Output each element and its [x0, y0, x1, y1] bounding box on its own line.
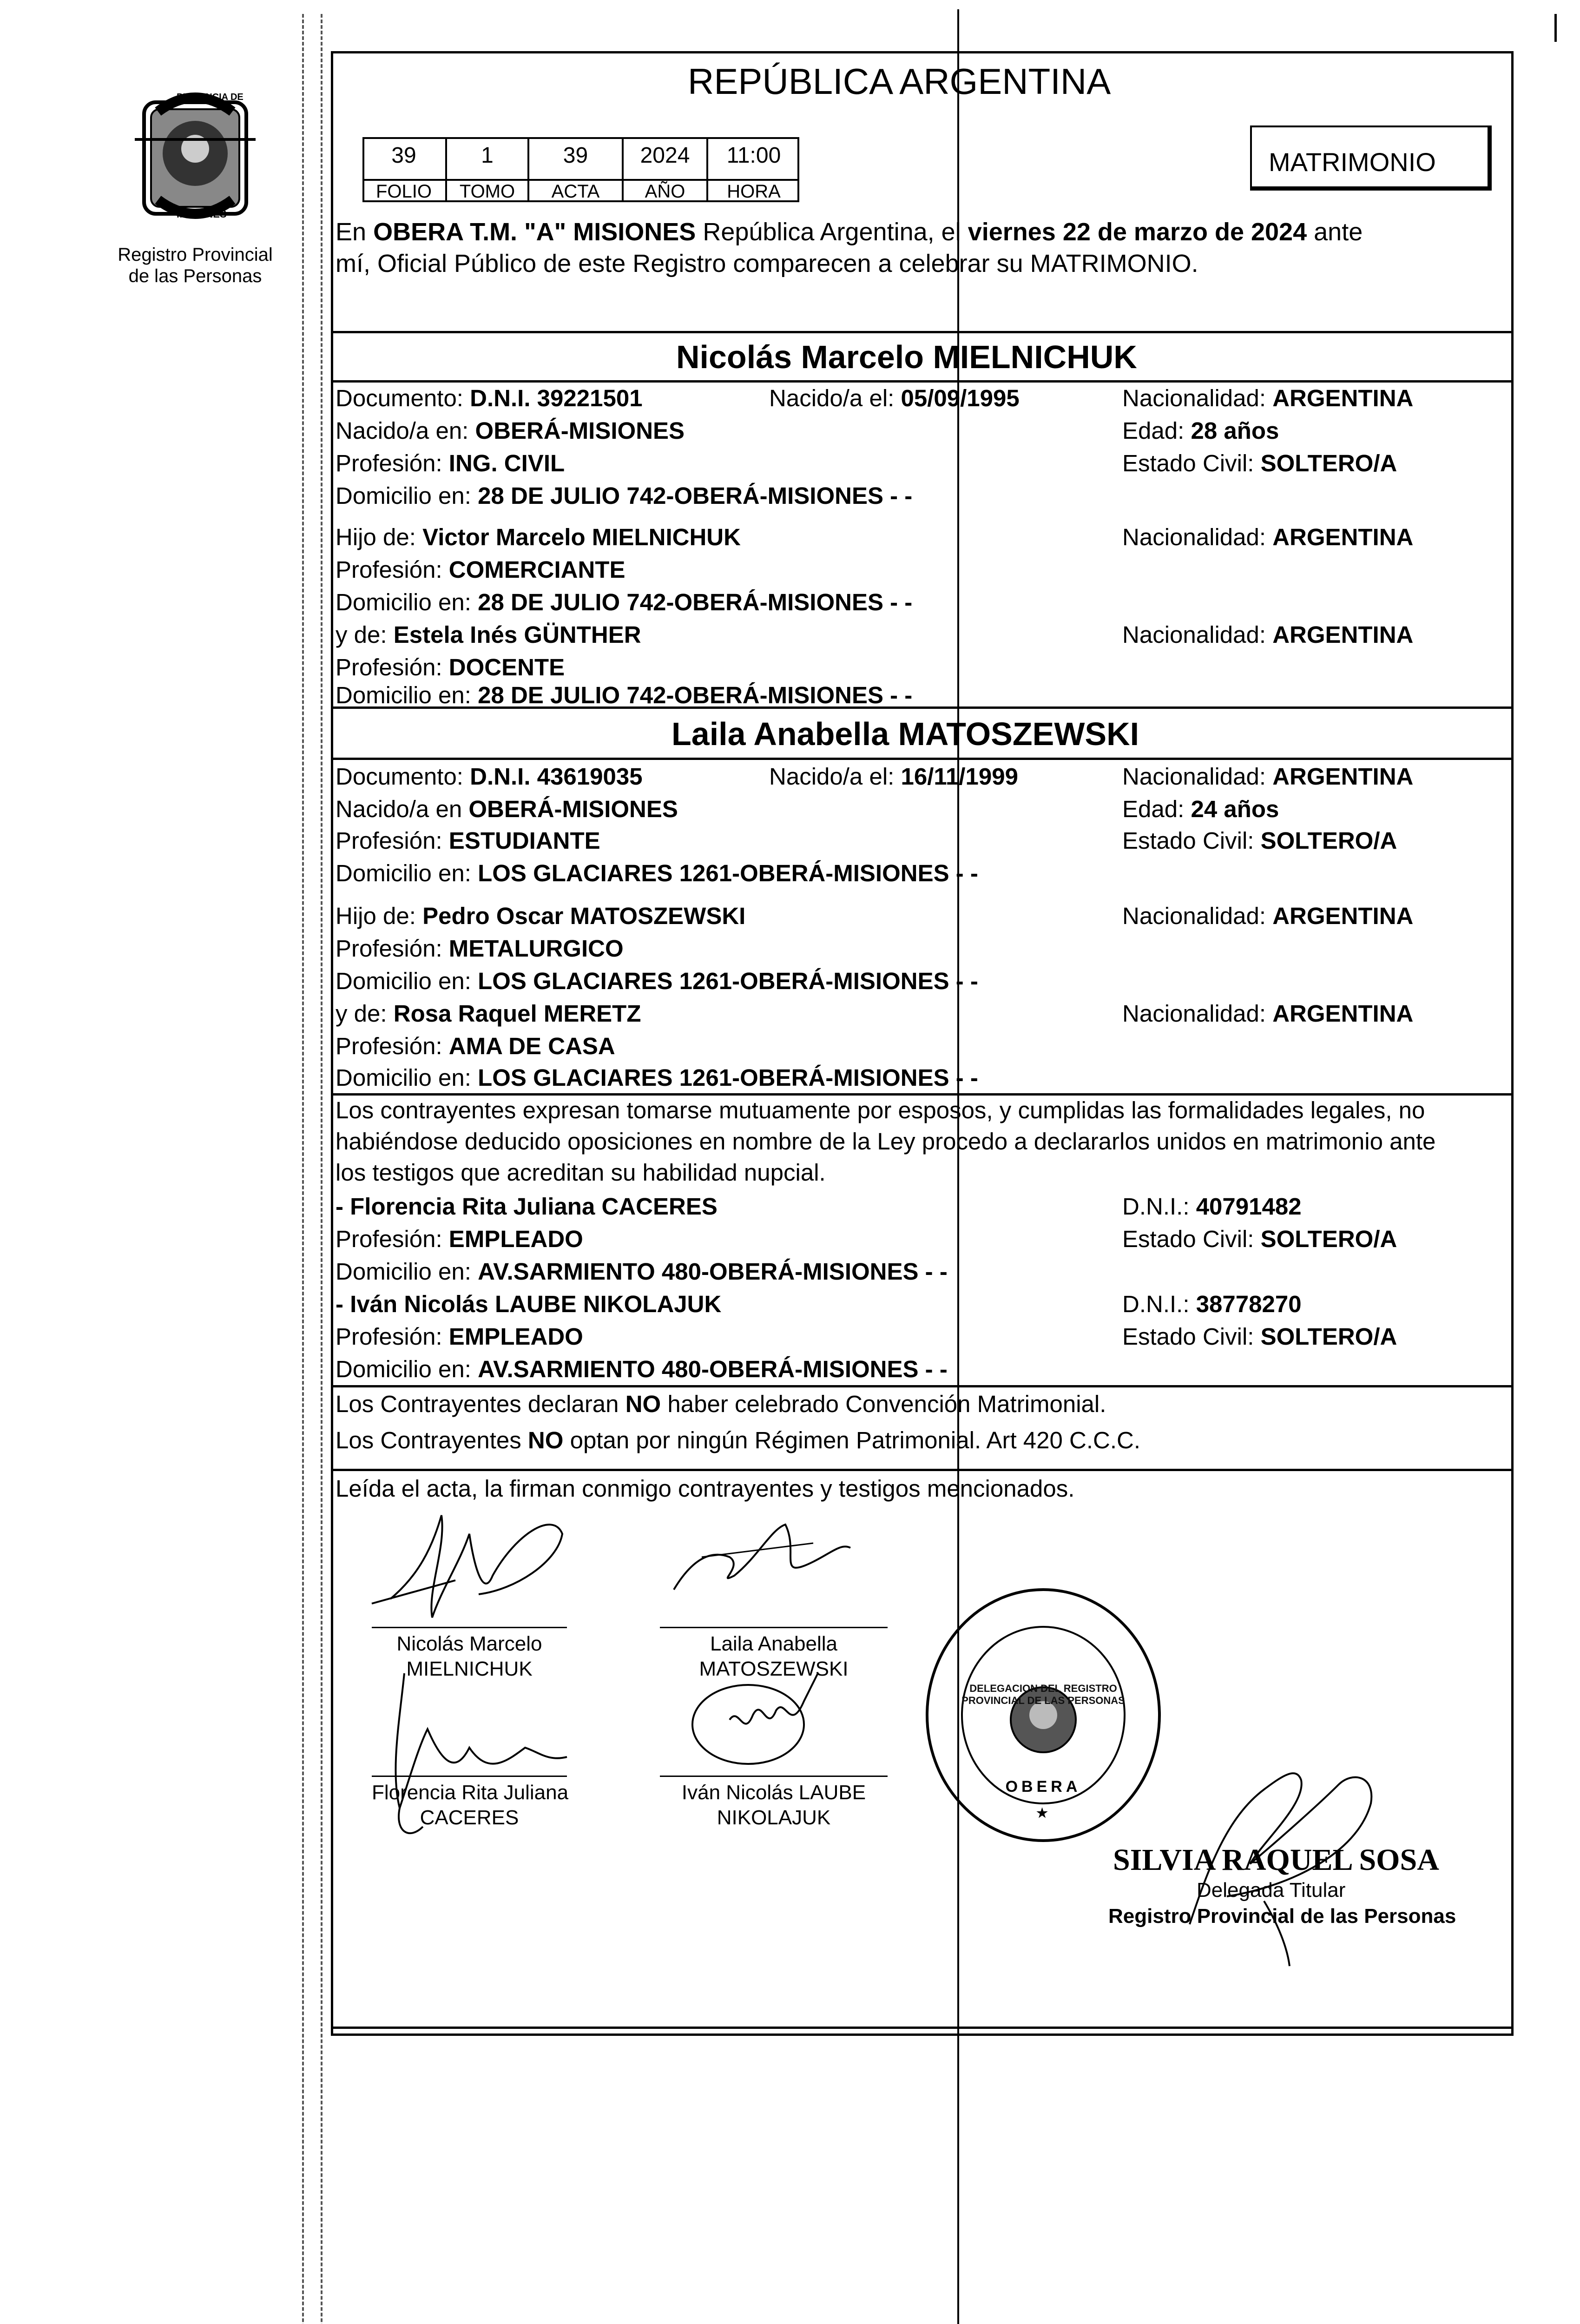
label: Profesión:	[336, 654, 449, 680]
spouse2-age	[1122, 795, 1279, 824]
label: Profesión:	[336, 556, 449, 583]
label: Domicilio en:	[336, 968, 478, 994]
spouse2-mother-address	[336, 1063, 978, 1092]
acta-label: ACTA	[551, 181, 600, 202]
sig4-line2: NIKOLAJUK	[717, 1806, 831, 1829]
record-type: MATRIMONIO	[1269, 147, 1436, 177]
value: 24 años	[1191, 796, 1279, 822]
spouse1-father	[336, 523, 741, 552]
value: ARGENTINA	[1272, 1000, 1414, 1027]
intro-line1	[336, 218, 1363, 246]
witness1-civil-status	[1122, 1225, 1397, 1254]
stamp-bottom-text: OBERA	[1005, 1778, 1081, 1796]
spouse2-profession	[336, 826, 600, 855]
label: Domicilio en:	[336, 1258, 478, 1285]
label: Nacionalidad:	[1122, 621, 1273, 648]
label: Hijo de:	[336, 524, 423, 550]
record-table-divider	[362, 179, 799, 181]
text: haber celebrado Convención Matrimonial.	[661, 1391, 1106, 1417]
seal-text-bottom: MISIONES	[177, 208, 227, 220]
registry-name-line1: Registro Provincial	[118, 244, 273, 265]
label: Estado Civil:	[1122, 1226, 1261, 1252]
spouse1-age-value: 28 años	[1191, 417, 1279, 444]
spouse2-nat: ARGENTINA	[1272, 763, 1414, 790]
signature-line	[660, 1776, 888, 1777]
declaration-line3: los testigos que acreditan su habilidad nupcial.	[336, 1159, 826, 1186]
label: Profesión:	[336, 450, 449, 476]
intro-text-b: República Argentina, el	[696, 218, 968, 246]
spouse2-nationality	[1122, 762, 1413, 791]
convention-line1	[336, 1390, 1106, 1419]
label: D.N.I.:	[1122, 1291, 1196, 1317]
spouse1-born: 05/09/1995	[901, 385, 1020, 411]
spouse1-father-profession	[336, 555, 625, 584]
intro-line2: mí, Oficial Público de este Registro comparecen a celebrar su MATRIMONIO.	[336, 250, 1198, 277]
spouse2-mother-profession	[336, 1032, 615, 1061]
spouse2-mother-nationality	[1122, 999, 1413, 1028]
sig-name-witness2	[660, 1780, 888, 1830]
spouse1-address	[336, 482, 912, 510]
signature-spouse2	[660, 1506, 864, 1636]
spouse1-father-address	[336, 588, 912, 617]
label: Domicilio en:	[336, 1356, 478, 1382]
value: SOLTERO/A	[1260, 1226, 1397, 1252]
tomo-label: TOMO	[459, 181, 515, 202]
label: Profesión:	[336, 1323, 449, 1350]
value: Pedro Oscar MATOSZEWSKI	[422, 903, 746, 929]
registry-name	[107, 244, 283, 287]
witness2-profession	[336, 1322, 583, 1351]
label: D.N.I.:	[1122, 1193, 1196, 1220]
label: Edad:	[1122, 417, 1191, 444]
spouse2-father-nationality	[1122, 902, 1413, 931]
witness2-dni	[1122, 1290, 1302, 1319]
declaration-line2: habiéndose deducido oposiciones en nombre de la Ley procedo a declararlos unidos en matrimonio ante	[336, 1128, 1436, 1155]
official-name: SILVIA RAQUEL SOSA	[1113, 1843, 1439, 1877]
value: LOS GLACIARES 1261-OBERÁ-MISIONES - -	[478, 860, 978, 886]
label: y de:	[336, 621, 394, 648]
spouse1-civil-value: SOLTERO/A	[1260, 450, 1397, 476]
spouse2-mother	[336, 999, 641, 1028]
label: Nacido/a el:	[769, 763, 901, 790]
anio-value: 2024	[640, 143, 690, 168]
spouse1-birthplace	[336, 416, 685, 445]
section-divider	[331, 1469, 1514, 1471]
spouse2-address	[336, 859, 978, 888]
official-stamp	[922, 1585, 1164, 1845]
spouse2-father-profession	[336, 934, 624, 963]
value: ESTUDIANTE	[448, 827, 600, 854]
spouse1-addr-value: 28 DE JULIO 742-OBERÁ-MISIONES - -	[478, 482, 913, 509]
registry-logo	[125, 84, 265, 237]
label: Nacido/a en:	[336, 417, 475, 444]
label: Nacionalidad:	[1122, 1000, 1273, 1027]
value: OBERÁ-MISIONES	[468, 796, 678, 822]
label: Documento:	[336, 763, 470, 790]
svg-text:★: ★	[1036, 1806, 1048, 1820]
page-edge-mark	[1554, 14, 1557, 42]
value: AV.SARMIENTO 480-OBERÁ-MISIONES - -	[478, 1356, 948, 1382]
convention-line2	[336, 1426, 1140, 1455]
signature-spouse1	[362, 1506, 576, 1636]
label: Hijo de:	[336, 903, 423, 929]
sig1-line1: Nicolás Marcelo	[396, 1632, 542, 1655]
value: EMPLEADO	[448, 1323, 583, 1350]
label: Profesión:	[336, 1226, 449, 1252]
value: ARGENTINA	[1272, 621, 1414, 648]
spouse2-father	[336, 902, 745, 931]
hora-value: 11:00	[726, 143, 781, 168]
official-org	[1108, 1904, 1456, 1929]
witness2-civil-status	[1122, 1322, 1397, 1351]
value: ARGENTINA	[1272, 903, 1414, 929]
witness1-profession	[336, 1225, 583, 1254]
tomo-value: 1	[481, 143, 494, 168]
spouse1-mother-profession	[336, 653, 565, 682]
value: Estela Inés GÜNTHER	[393, 621, 641, 648]
value: 28 DE JULIO 742-OBERÁ-MISIONES - -	[478, 682, 913, 708]
folio-value: 39	[391, 143, 416, 168]
sig-name-spouse1	[372, 1631, 567, 1682]
binding-margin-line	[302, 14, 304, 2324]
spouse1-mother-nationality	[1122, 621, 1413, 649]
text: Los Contrayentes declaran	[336, 1391, 625, 1417]
intro-place: OBERA T.M. "A" MISIONES	[373, 218, 696, 246]
spouse2-dni: D.N.I. 43619035	[470, 763, 643, 790]
value: SOLTERO/A	[1260, 1323, 1397, 1350]
registry-name-line2: de las Personas	[128, 266, 262, 286]
label: Profesión:	[336, 827, 449, 854]
folio-label: FOLIO	[375, 181, 432, 202]
value: 40791482	[1196, 1193, 1302, 1220]
sig2-line1: Laila Anabella	[710, 1632, 837, 1655]
value: SOLTERO/A	[1260, 827, 1397, 854]
spouse2-civil-status	[1122, 826, 1397, 855]
value: LOS GLACIARES 1261-OBERÁ-MISIONES - -	[478, 1064, 978, 1091]
label: Estado Civil:	[1122, 827, 1261, 854]
text: Los Contrayentes	[336, 1427, 528, 1453]
official-org-text: Registro Provincial de las Personas	[1108, 1905, 1456, 1928]
value: 28 DE JULIO 742-OBERÁ-MISIONES - -	[478, 589, 913, 615]
label: Domicilio en:	[336, 589, 478, 615]
spouse1-father-nationality	[1122, 523, 1413, 552]
section-divider	[331, 1385, 1514, 1387]
spouse1-mother-address	[336, 681, 912, 710]
label: Profesión:	[336, 935, 449, 962]
emphasis: NO	[527, 1427, 564, 1453]
spouse2-birthplace	[336, 795, 678, 824]
intro-text-c: ante	[1307, 218, 1363, 246]
anio-label: AÑO	[645, 181, 685, 202]
spouse1-prof-value: ING. CIVIL	[448, 450, 565, 476]
witness1-dni	[1122, 1192, 1302, 1221]
spouse2-name: Laila Anabella MATOSZEWSKI	[672, 716, 1139, 752]
acta-value: 39	[563, 143, 588, 168]
spouse1-mother	[336, 621, 641, 649]
value: 38778270	[1196, 1291, 1302, 1317]
binding-margin-line	[321, 14, 323, 2324]
sig-name-witness1	[372, 1780, 567, 1830]
closing-text: Leída el acta, la firman conmigo contrayentes y testigos mencionados.	[336, 1475, 1075, 1502]
section-divider	[331, 758, 1514, 760]
label: Domicilio en:	[336, 860, 478, 886]
intro-date: viernes 22 de marzo de 2024	[968, 218, 1307, 246]
witness1-address	[336, 1257, 948, 1286]
stamp-ring-text: DELEGACION DEL REGISTRO PROVINCIAL DE LAS PERSONAS	[961, 1683, 1125, 1706]
spouse1-father-value: Victor Marcelo MIELNICHUK	[422, 524, 741, 550]
value: COMERCIANTE	[448, 556, 625, 583]
label: Estado Civil:	[1122, 450, 1261, 476]
sig3-line1: Florencia Rita Juliana	[372, 1781, 569, 1804]
label: Edad:	[1122, 796, 1191, 822]
value: LOS GLACIARES 1261-OBERÁ-MISIONES - -	[478, 968, 978, 994]
spouse2-father-address	[336, 967, 978, 996]
sig-name-spouse2	[660, 1631, 888, 1682]
spouse1-nat: ARGENTINA	[1272, 385, 1414, 411]
spouse1-nationality	[1122, 384, 1413, 413]
sig2-line2: MATOSZEWSKI	[699, 1657, 849, 1680]
label: Nacido/a el:	[769, 385, 901, 411]
country-title: REPÚBLICA ARGENTINA	[688, 61, 1111, 102]
label: Nacido/a en	[336, 796, 469, 822]
stamp-icon	[922, 1585, 1164, 1845]
spouse1-document	[336, 384, 643, 413]
sig3-line2: CACERES	[420, 1806, 519, 1829]
witness1-name: - Florencia Rita Juliana CACERES	[336, 1193, 718, 1220]
value: AV.SARMIENTO 480-OBERÁ-MISIONES - -	[478, 1258, 948, 1285]
label: Domicilio en:	[336, 1064, 478, 1091]
label: Nacionalidad:	[1122, 903, 1273, 929]
value: ARGENTINA	[1272, 524, 1414, 550]
seal-text-top: PROVINCIA DE	[177, 92, 244, 102]
spouse2-birthdate	[769, 762, 1018, 791]
label: Domicilio en:	[336, 682, 478, 708]
section-divider	[331, 2027, 1514, 2029]
spouse1-birthdate	[769, 384, 1020, 413]
label: Nacionalidad:	[1122, 524, 1273, 550]
value: DOCENTE	[448, 654, 565, 680]
sig4-line1: Iván Nicolás LAUBE	[681, 1781, 866, 1804]
spouse2-document	[336, 762, 643, 791]
value: AMA DE CASA	[448, 1033, 615, 1059]
emphasis: NO	[625, 1391, 661, 1417]
label: Profesión:	[336, 1033, 449, 1059]
spouse1-age	[1122, 416, 1279, 445]
label: y de:	[336, 1000, 394, 1027]
label: Documento:	[336, 385, 470, 411]
intro-text-a: En	[336, 218, 374, 246]
label: Nacionalidad:	[1122, 763, 1273, 790]
spouse1-civil-status	[1122, 449, 1397, 478]
witness2-address	[336, 1355, 948, 1384]
value: Rosa Raquel MERETZ	[393, 1000, 641, 1027]
spouse1-birthplace-value: OBERÁ-MISIONES	[475, 417, 685, 444]
spouse2-born: 16/11/1999	[901, 763, 1018, 790]
label: Nacionalidad:	[1122, 385, 1273, 411]
hora-label: HORA	[727, 181, 781, 202]
value: EMPLEADO	[448, 1226, 583, 1252]
section-divider	[331, 1093, 1514, 1096]
label: Estado Civil:	[1122, 1323, 1261, 1350]
section-divider	[331, 380, 1514, 383]
sig1-line2: MIELNICHUK	[406, 1657, 533, 1680]
section-divider	[331, 331, 1514, 333]
spouse1-dni: D.N.I. 39221501	[470, 385, 643, 411]
text: optan por ningún Régimen Patrimonial. Art 420 C.C.C.	[563, 1427, 1141, 1453]
declaration-line1: Los contrayentes expresan tomarse mutuamente por esposos, y cumplidas las formalidades legales, no	[336, 1097, 1425, 1123]
value: METALURGICO	[448, 935, 624, 962]
witness2-name: - Iván Nicolás LAUBE NIKOLAJUK	[336, 1291, 722, 1317]
spouse1-name: Nicolás Marcelo MIELNICHUK	[676, 339, 1137, 375]
official-title: Delegada Titular	[1197, 1879, 1346, 1901]
label: Domicilio en:	[336, 482, 478, 509]
spouse1-profession	[336, 449, 565, 478]
